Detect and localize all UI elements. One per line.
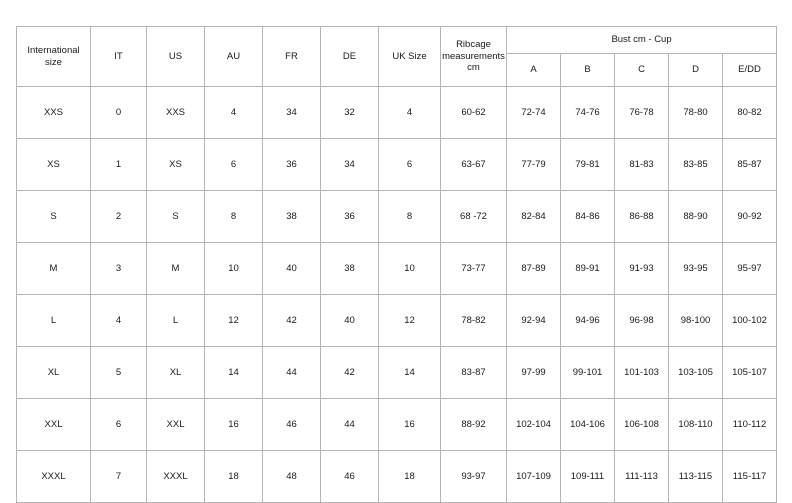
cell-cup-c: 101-103	[615, 347, 669, 399]
cell-us: XS	[147, 139, 205, 191]
column-header-us: US	[147, 27, 205, 87]
cell-cup-a: 72-74	[507, 87, 561, 139]
column-header-it: IT	[91, 27, 147, 87]
cell-cup-a: 107-109	[507, 451, 561, 503]
cell-ribcage: 63-67	[441, 139, 507, 191]
table-body	[17, 87, 777, 503]
cell-cup-b: 74-76	[561, 87, 615, 139]
column-header-cup-c: C	[615, 54, 669, 87]
cell-ribcage: 60-62	[441, 87, 507, 139]
cell-cup-e-dd: 80-82	[723, 87, 777, 139]
cell-uk-size: 8	[379, 191, 441, 243]
column-header-au: AU	[205, 27, 263, 87]
column-header-de: DE	[321, 27, 379, 87]
cell-fr: 48	[263, 451, 321, 503]
cell-uk-size: 6	[379, 139, 441, 191]
cell-it: 4	[91, 295, 147, 347]
cell-de: 36	[321, 191, 379, 243]
cell-cup-b: 84-86	[561, 191, 615, 243]
cell-cup-c: 86-88	[615, 191, 669, 243]
cell-cup-c: 96-98	[615, 295, 669, 347]
cell-cup-b: 99-101	[561, 347, 615, 399]
cell-us: L	[147, 295, 205, 347]
cell-cup-d: 83-85	[669, 139, 723, 191]
cell-it: 2	[91, 191, 147, 243]
cell-de: 42	[321, 347, 379, 399]
cell-de: 44	[321, 399, 379, 451]
cell-cup-b: 94-96	[561, 295, 615, 347]
cell-international-size: L	[17, 295, 91, 347]
cell-us: XXL	[147, 399, 205, 451]
cell-de: 34	[321, 139, 379, 191]
cell-au: 12	[205, 295, 263, 347]
cell-cup-e-dd: 100-102	[723, 295, 777, 347]
cell-cup-a: 97-99	[507, 347, 561, 399]
column-header-international-size: International size	[17, 27, 91, 87]
cell-uk-size: 14	[379, 347, 441, 399]
cell-au: 4	[205, 87, 263, 139]
table-row	[17, 139, 777, 191]
cell-it: 3	[91, 243, 147, 295]
cell-cup-a: 87-89	[507, 243, 561, 295]
cell-au: 8	[205, 191, 263, 243]
cell-ribcage: 73-77	[441, 243, 507, 295]
cell-cup-a: 102-104	[507, 399, 561, 451]
cell-cup-e-dd: 85-87	[723, 139, 777, 191]
cell-it: 5	[91, 347, 147, 399]
cell-international-size: XL	[17, 347, 91, 399]
cell-cup-b: 89-91	[561, 243, 615, 295]
cell-cup-d: 103-105	[669, 347, 723, 399]
cell-international-size: XXL	[17, 399, 91, 451]
cell-ribcage: 83-87	[441, 347, 507, 399]
cell-fr: 36	[263, 139, 321, 191]
table-row	[17, 295, 777, 347]
cell-it: 7	[91, 451, 147, 503]
column-header-ribcage-measurements: Ribcage measurements cm	[441, 27, 507, 87]
cell-ribcage: 68 -72	[441, 191, 507, 243]
cell-fr: 42	[263, 295, 321, 347]
cell-cup-d: 108-110	[669, 399, 723, 451]
cell-fr: 44	[263, 347, 321, 399]
cell-cup-d: 113-115	[669, 451, 723, 503]
cell-cup-e-dd: 90-92	[723, 191, 777, 243]
cell-de: 38	[321, 243, 379, 295]
cell-cup-a: 77-79	[507, 139, 561, 191]
cell-fr: 46	[263, 399, 321, 451]
column-header-cup-e-dd: E/DD	[723, 54, 777, 87]
cell-de: 32	[321, 87, 379, 139]
column-header-cup-a: A	[507, 54, 561, 87]
cell-de: 40	[321, 295, 379, 347]
table-row	[17, 347, 777, 399]
cell-cup-e-dd: 115-117	[723, 451, 777, 503]
cell-it: 6	[91, 399, 147, 451]
cell-international-size: S	[17, 191, 91, 243]
cell-cup-e-dd: 95-97	[723, 243, 777, 295]
cell-us: M	[147, 243, 205, 295]
cell-us: S	[147, 191, 205, 243]
cell-cup-a: 92-94	[507, 295, 561, 347]
column-header-bust-cup-group: Bust cm - Cup	[507, 27, 777, 54]
cell-cup-e-dd: 105-107	[723, 347, 777, 399]
cell-au: 14	[205, 347, 263, 399]
cell-cup-c: 106-108	[615, 399, 669, 451]
cell-cup-c: 76-78	[615, 87, 669, 139]
cell-cup-b: 79-81	[561, 139, 615, 191]
cell-cup-c: 91-93	[615, 243, 669, 295]
table-row	[17, 191, 777, 243]
cell-us: XXXL	[147, 451, 205, 503]
cell-ribcage: 78-82	[441, 295, 507, 347]
cell-de: 46	[321, 451, 379, 503]
column-header-cup-d: D	[669, 54, 723, 87]
cell-fr: 40	[263, 243, 321, 295]
cell-au: 18	[205, 451, 263, 503]
cell-international-size: M	[17, 243, 91, 295]
cell-international-size: XS	[17, 139, 91, 191]
cell-international-size: XXXL	[17, 451, 91, 503]
table-row	[17, 243, 777, 295]
cell-uk-size: 10	[379, 243, 441, 295]
cell-cup-a: 82-84	[507, 191, 561, 243]
cell-uk-size: 18	[379, 451, 441, 503]
cell-uk-size: 4	[379, 87, 441, 139]
column-header-uk-size: UK Size	[379, 27, 441, 87]
cell-au: 16	[205, 399, 263, 451]
cell-au: 6	[205, 139, 263, 191]
cell-it: 1	[91, 139, 147, 191]
cell-cup-e-dd: 110-112	[723, 399, 777, 451]
table-row	[17, 87, 777, 139]
cell-ribcage: 93-97	[441, 451, 507, 503]
size-conversion-table	[16, 26, 777, 503]
table-row	[17, 451, 777, 503]
cell-fr: 34	[263, 87, 321, 139]
cell-international-size: XXS	[17, 87, 91, 139]
cell-cup-c: 81-83	[615, 139, 669, 191]
table-header	[17, 27, 777, 87]
cell-fr: 38	[263, 191, 321, 243]
column-header-fr: FR	[263, 27, 321, 87]
cell-cup-d: 93-95	[669, 243, 723, 295]
table-row	[17, 399, 777, 451]
cell-uk-size: 16	[379, 399, 441, 451]
cell-au: 10	[205, 243, 263, 295]
cell-cup-b: 104-106	[561, 399, 615, 451]
cell-cup-b: 109-111	[561, 451, 615, 503]
cell-uk-size: 12	[379, 295, 441, 347]
cell-cup-d: 98-100	[669, 295, 723, 347]
cell-us: XXS	[147, 87, 205, 139]
cell-cup-d: 78-80	[669, 87, 723, 139]
column-header-cup-b: B	[561, 54, 615, 87]
cell-it: 0	[91, 87, 147, 139]
cell-cup-c: 111-113	[615, 451, 669, 503]
cell-us: XL	[147, 347, 205, 399]
header-row-primary	[17, 27, 777, 54]
cell-cup-d: 88-90	[669, 191, 723, 243]
cell-ribcage: 88-92	[441, 399, 507, 451]
